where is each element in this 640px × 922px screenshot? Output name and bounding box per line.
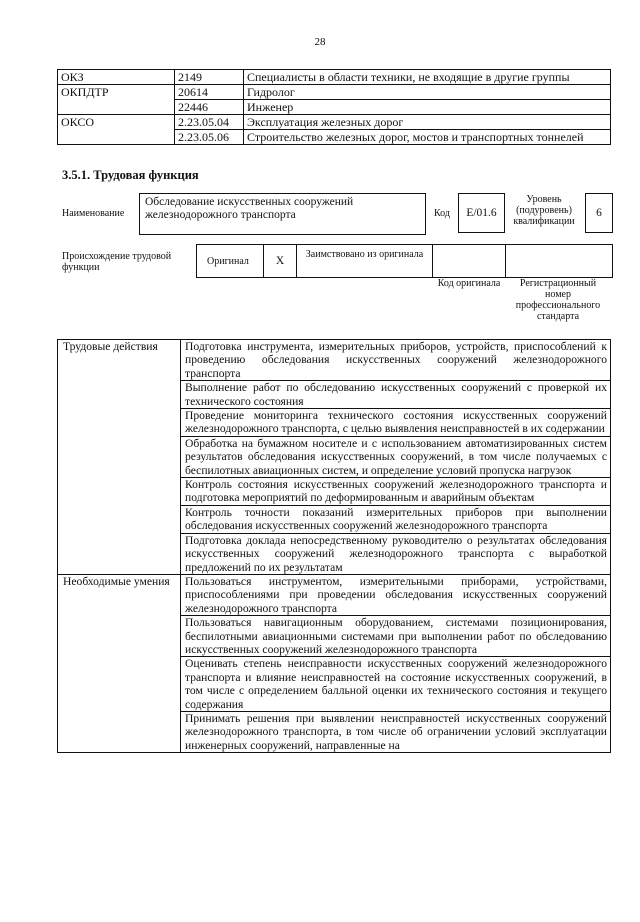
section-label-skills: Необходимые умения xyxy=(58,574,181,752)
original-mark-box xyxy=(263,244,297,278)
table-row xyxy=(58,574,611,615)
level-value: 6 xyxy=(596,206,602,219)
list-item: Пользоваться инструментом, измерительными приборами, устройствами, приспособлениями при проведении обследования искусственных сооружений железнодорожного транспорта xyxy=(181,574,611,615)
original-box xyxy=(196,244,264,278)
code-value: 22446 xyxy=(175,100,244,115)
table-row xyxy=(58,115,611,130)
code-name: Гидролог xyxy=(244,85,611,100)
list-item: Проведение мониторинга технического состояния искусственных сооружений железнодорожного транспорта, с целью выявления неисправностей в их содержании xyxy=(181,409,611,437)
code-name: Строительство железных дорог, мостов и транспортных тоннелей xyxy=(244,130,611,145)
origin-label: Происхождение трудовой функции xyxy=(62,251,172,273)
original-code-box xyxy=(432,244,506,278)
section-title: 3.5.1. Трудовая функция xyxy=(62,168,199,182)
table-row xyxy=(58,70,611,85)
list-item: Выполнение работ по обследованию искусственных сооружений с проверкой их технического состояния xyxy=(181,381,611,409)
registration-caption: Регистрационный номер профессионального стандарта xyxy=(515,278,601,322)
list-item: Контроль состояния искусственных сооружений железнодорожного транспорта и подготовка мероприятий по деформированным и аварийным объектам xyxy=(181,478,611,506)
name-label: Наименование xyxy=(62,208,125,219)
table-row xyxy=(58,85,611,100)
function-name: Обследование искусственных сооружений железнодорожного транспорта xyxy=(145,196,354,221)
code-value: 2.23.05.04 xyxy=(175,115,244,130)
borrowed-box xyxy=(296,244,433,278)
code-label: Код xyxy=(434,208,450,219)
code-name: Инженер xyxy=(244,100,611,115)
level-value-box xyxy=(585,193,613,233)
borrowed-label: Заимствовано из оригинала xyxy=(305,249,424,260)
code-value: 2149 xyxy=(175,70,244,85)
list-item: Принимать решения при выявлении неисправностей искусственных сооружений железнодорожного транспорта, в том числе об ограничении условий эксплуатации инженерных сооружений, направленные на xyxy=(181,711,611,752)
code-name: Специалисты в области техники, не входящие в другие группы xyxy=(244,70,611,85)
function-name-box xyxy=(139,193,426,235)
original-mark: X xyxy=(275,254,285,267)
page-number: 28 xyxy=(314,36,326,48)
classification-codes-table xyxy=(57,69,611,145)
code-system-label: ОКЗ xyxy=(58,70,175,85)
function-code: E/01.6 xyxy=(466,206,497,219)
function-code-box xyxy=(458,193,505,233)
original-label: Оригинал xyxy=(207,255,249,267)
list-item: Оценивать степень неисправности искусственных сооружений железнодорожного транспорта и влияние неисправностей на состояние искусственных сооружений, в том числе с определением балльной оценки их технического состояния и текущего содержания xyxy=(181,657,611,712)
list-item: Обработка на бумажном носителе и с использованием автоматизированных систем результатов обследования искусственных сооружений, в том числе получаемых с беспилотных авиационных систем, и определение условий пропуска нагрузок xyxy=(181,436,611,477)
code-value: 20614 xyxy=(175,85,244,100)
original-code-caption: Код оригинала xyxy=(437,278,501,289)
level-label: Уровень (подуровень) квалификации xyxy=(513,194,575,227)
function-details-table xyxy=(57,339,611,753)
code-value: 2.23.05.06 xyxy=(175,130,244,145)
registration-number-box xyxy=(505,244,613,278)
code-name: Эксплуатация железных дорог xyxy=(244,115,611,130)
list-item: Подготовка доклада непосредственному руководителю о результатах обследования искусственных сооружений железнодорожного транспорта с выработкой предложений по их результатам xyxy=(181,533,611,574)
code-system-label: ОКПДТР xyxy=(58,85,175,115)
list-item: Пользоваться навигационным оборудованием, системами позиционирования, беспилотными авиационными системами при выполнении работ по обследованию искусственных сооружений железнодорожного транспорта xyxy=(181,616,611,657)
code-system-label: ОКСО xyxy=(58,115,175,145)
list-item: Контроль точности показаний измерительных приборов при выполнении обследования искусственных сооружений железнодорожного транспорта xyxy=(181,505,611,533)
section-label-actions: Трудовые действия xyxy=(58,340,181,575)
list-item: Подготовка инструмента, измерительных приборов, устройств, приспособлений к проведению обследования искусственных сооружений железнодорожного транспорта xyxy=(181,340,611,381)
table-row xyxy=(58,340,611,381)
